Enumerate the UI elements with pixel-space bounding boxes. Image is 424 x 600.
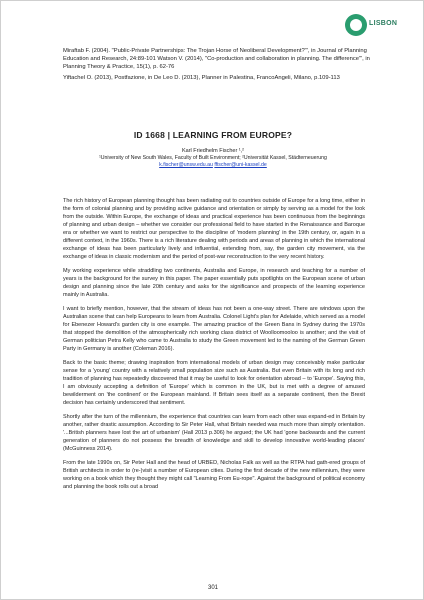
author-affiliation: ¹University of New South Wales, Faculty of Built Environment; ²Universität Kassel, Städterneuerung: [99, 155, 327, 161]
conference-logo: [345, 12, 405, 40]
author-emails: [1, 162, 424, 169]
body-text: [63, 197, 365, 497]
author-name: Karl Friedhelm Fischer ¹,²: [181, 148, 245, 154]
email-link[interactable]: k.fischer@unsw.edu.au: [159, 162, 213, 168]
paper-title: ID 1668 | LEARNING FROM EUROPE?: [133, 130, 293, 140]
body-paragraph: Shortly after the turn of the millennium, the experience that countries can learn from each other was expand-ed in Britain by another, rather drastic assumption. According to Sir Peter Hall, what Britain needed was much more than simply orientation. '...British planners have lost the art of urbanism' (Hall 2013 p.306) he argued; the UK had 'gone backwards and the current generation of planners do not possess the breadth of knowledge and skill to develop innovative world-leading places' (McGuinness 2014).: [63, 414, 365, 452]
logo-ring-icon: [345, 14, 367, 36]
body-paragraph: Back to the basic theme; drawing inspiration from international models of urban design may conceivably make particular sense for a 'young' country with a relatively small population size such as Australia. But even Britain with its long and rich tradition of planning has repeatedly discovered that it may be useful to look for orientation abroad – to 'Europe'. Saying this, I am obviously accepting a definition of 'Europe' which is common in the UK, but is met with a degree of amused bewilderment on 'the continent' or the European mainland. If Britain sees itself as a separate continent, then the Brexit decision has certainly underscored that sentiment.: [63, 360, 365, 406]
page-number: 301: [207, 585, 218, 591]
body-paragraph: From the late 1990s on, Sir Peter Hall and the head of URBED, Nicholas Falk as well as the RTPA had gath-ered groups of British architects in order to (re-)visit a number of European cities. During the first decade of the new millennium, they were working on a book which they thought they might call "Learning From Eu-rope". Against the background of political economy and planning the book rolls out a broad: [63, 460, 365, 490]
body-paragraph: My working experience while straddling two continents, Australia and Europe, in research and teaching for a number of years is the background for the survey in this paper. The paper essentially puts spotlights on the European scene of urban design and planning since the late 20th century and asks for the significance and prospects of the learning experience mainly in Australia.: [63, 268, 365, 298]
body-paragraph: The rich history of European planning thought has been radiating out to countries outside of Europe for a long time, either in the form of colonial planning and by providing active guidance and orientation or simply by serving as a model for the look from the outside. Within Europe, the exchange of ideas and practical experience has been continuous from the beginnings of planning and urban design – whether we consider our professional field to have started in the Renaissance and Baroque era or whether we want to restrict our perspective to the discipline of 'modern planning' in the 19th century, or, again in a different context, in the 1960s. There is a rich literature dealing with periods and areas of planning in which the international exchange of ideas has been particularly lively and influential, extending from, say, the garden city movement, via the exchange of ideas in classic modernism and the period of post-war reconstruction to the very recent history.: [63, 198, 365, 260]
reference-entry: Yiftachel O. (2013), Postfazione, in De Leo D. (2013), Planner in Palestina, FrancoAngeli, Milano, p.109-113: [63, 75, 340, 81]
logo-text: LISBON: [369, 20, 398, 27]
references-block: [63, 47, 373, 85]
email-link[interactable]: ffischer@uni-kassel.de: [214, 162, 267, 168]
body-paragraph: I want to briefly mention, however, that the stream of ideas has not been a one-way street. There are windows upon the Australian scene that can help Europeans to learn from Australia. Colonel Light's plan for Adelaide, which served as a model for Ebenezer Howard's garden city is one example. The amazing practice of the Green Bans in Sydney during the 1970s that stopped the demolition of the atmospherically rich working class district of Woolloomooloo is another; and the visit of German politician Petra Kelly who came to Australia to study the Green movement led to the naming of the German Green Party in Germany is another (Coleman 2016).: [63, 306, 365, 352]
reference-entry: Miraftab F. (2004). "Public-Private Partnerships: The Trojan Horse of Neoliberal Development?"', in Journal of Planning Education and Research, 24:89-101 Watson V. (2014), "Co-production and collaboration in planning. The difference"', in Planning Theory & Practice, 15(1), p. 62-76: [63, 48, 370, 70]
